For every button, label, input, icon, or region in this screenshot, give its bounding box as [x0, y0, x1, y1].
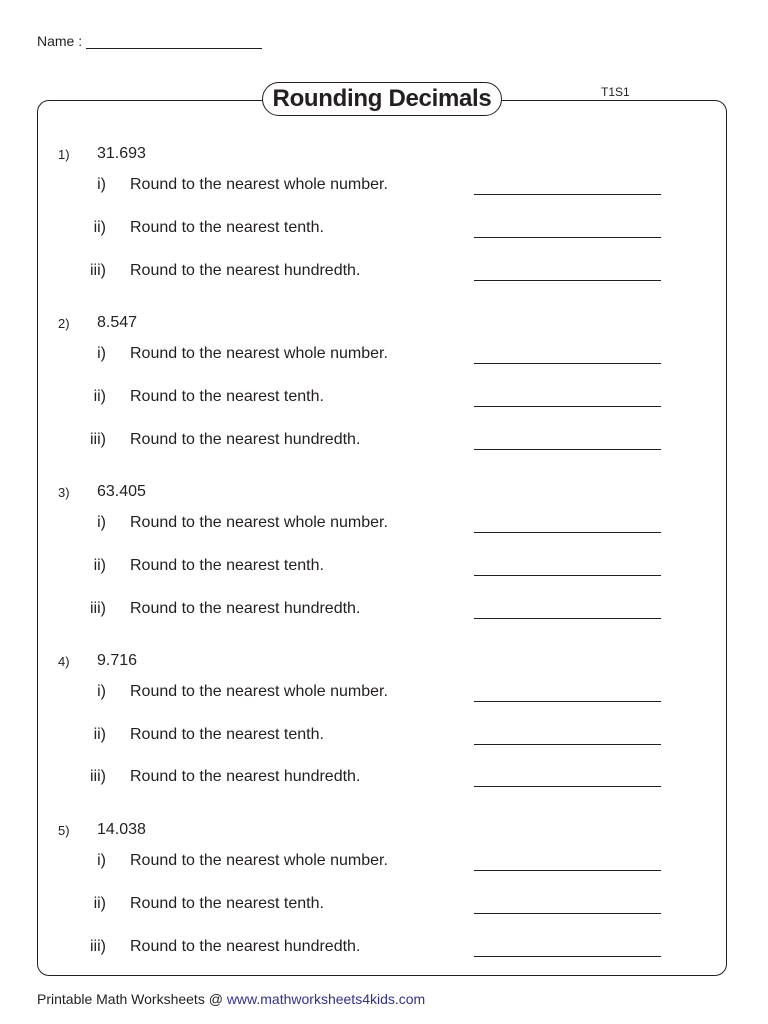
step-label: iii): [90, 600, 106, 617]
step-tenth: [0, 895, 768, 919]
step-tenth: [0, 557, 768, 581]
answer-line[interactable]: [474, 956, 661, 957]
step-text: Round to the nearest whole number.: [130, 852, 388, 869]
problem-value: 31.693: [97, 145, 146, 162]
answer-line[interactable]: [474, 786, 661, 787]
footer-website-link[interactable]: www.mathworksheets4kids.com: [226, 991, 426, 1007]
step-text: Round to the nearest whole number.: [130, 683, 388, 700]
step-label: i): [97, 176, 106, 193]
problem-number: 4): [58, 654, 70, 669]
step-text: Round to the nearest hundredth.: [130, 262, 361, 279]
step-label: iii): [90, 938, 106, 955]
step-text: Round to the nearest hundredth.: [130, 768, 361, 785]
step-tenth: [0, 219, 768, 243]
answer-line[interactable]: [474, 194, 661, 195]
step-text: Round to the nearest whole number.: [130, 345, 388, 362]
step-tenth: [0, 726, 768, 750]
step-whole-number: [0, 683, 768, 707]
name-field-row: [37, 32, 262, 49]
step-label: ii): [93, 895, 106, 912]
answer-line[interactable]: [474, 913, 661, 914]
problem-value: 8.547: [97, 314, 138, 331]
problem-5: [0, 823, 768, 983]
name-answer-line[interactable]: [86, 32, 262, 49]
step-text: Round to the nearest hundredth.: [130, 600, 361, 617]
problem-number: 1): [58, 147, 70, 162]
problem-4: [0, 654, 768, 814]
step-label: iii): [90, 262, 106, 279]
answer-line[interactable]: [474, 618, 661, 619]
problem-value: 9.716: [97, 652, 138, 669]
step-text: Round to the nearest hundredth.: [130, 431, 361, 448]
step-label: ii): [93, 726, 106, 743]
step-text: Round to the nearest tenth.: [130, 726, 324, 743]
step-hundredth: [0, 262, 768, 286]
step-hundredth: [0, 600, 768, 624]
step-whole-number: [0, 852, 768, 876]
worksheet-code: T1S1: [601, 85, 630, 99]
problem-value: 63.405: [97, 483, 146, 500]
step-label: i): [97, 683, 106, 700]
step-label: ii): [93, 219, 106, 236]
name-label: Name :: [37, 33, 83, 49]
step-text: Round to the nearest tenth.: [130, 557, 324, 574]
problem-1: [0, 147, 768, 307]
step-label: ii): [93, 388, 106, 405]
step-text: Round to the nearest whole number.: [130, 176, 388, 193]
step-whole-number: [0, 176, 768, 200]
answer-line[interactable]: [474, 532, 661, 533]
step-label: iii): [90, 431, 106, 448]
step-text: Round to the nearest whole number.: [130, 514, 388, 531]
answer-line[interactable]: [474, 870, 661, 871]
answer-line[interactable]: [474, 449, 661, 450]
step-tenth: [0, 388, 768, 412]
answer-line[interactable]: [474, 280, 661, 281]
problem-number: 5): [58, 823, 70, 838]
footer-prefix: Printable Math Worksheets @: [37, 991, 227, 1007]
answer-line[interactable]: [474, 406, 661, 407]
answer-line[interactable]: [474, 575, 661, 576]
step-text: Round to the nearest tenth.: [130, 219, 324, 236]
step-text: Round to the nearest tenth.: [130, 895, 324, 912]
step-whole-number: [0, 345, 768, 369]
step-hundredth: [0, 431, 768, 455]
problem-2: [0, 316, 768, 476]
problem-number: 2): [58, 316, 70, 331]
step-label: i): [97, 345, 106, 362]
step-hundredth: [0, 768, 768, 792]
problem-value: 14.038: [97, 821, 146, 838]
answer-line[interactable]: [474, 363, 661, 364]
problem-3: [0, 485, 768, 645]
step-text: Round to the nearest hundredth.: [130, 938, 361, 955]
step-text: Round to the nearest tenth.: [130, 388, 324, 405]
step-whole-number: [0, 514, 768, 538]
step-label: ii): [93, 557, 106, 574]
answer-line[interactable]: [474, 237, 661, 238]
answer-line[interactable]: [474, 744, 661, 745]
problem-number: 3): [58, 485, 70, 500]
step-label: i): [97, 514, 106, 531]
footer: [37, 991, 425, 1007]
step-label: iii): [90, 768, 106, 785]
worksheet-title: Rounding Decimals: [262, 82, 502, 116]
step-label: i): [97, 852, 106, 869]
answer-line[interactable]: [474, 701, 661, 702]
step-hundredth: [0, 938, 768, 962]
